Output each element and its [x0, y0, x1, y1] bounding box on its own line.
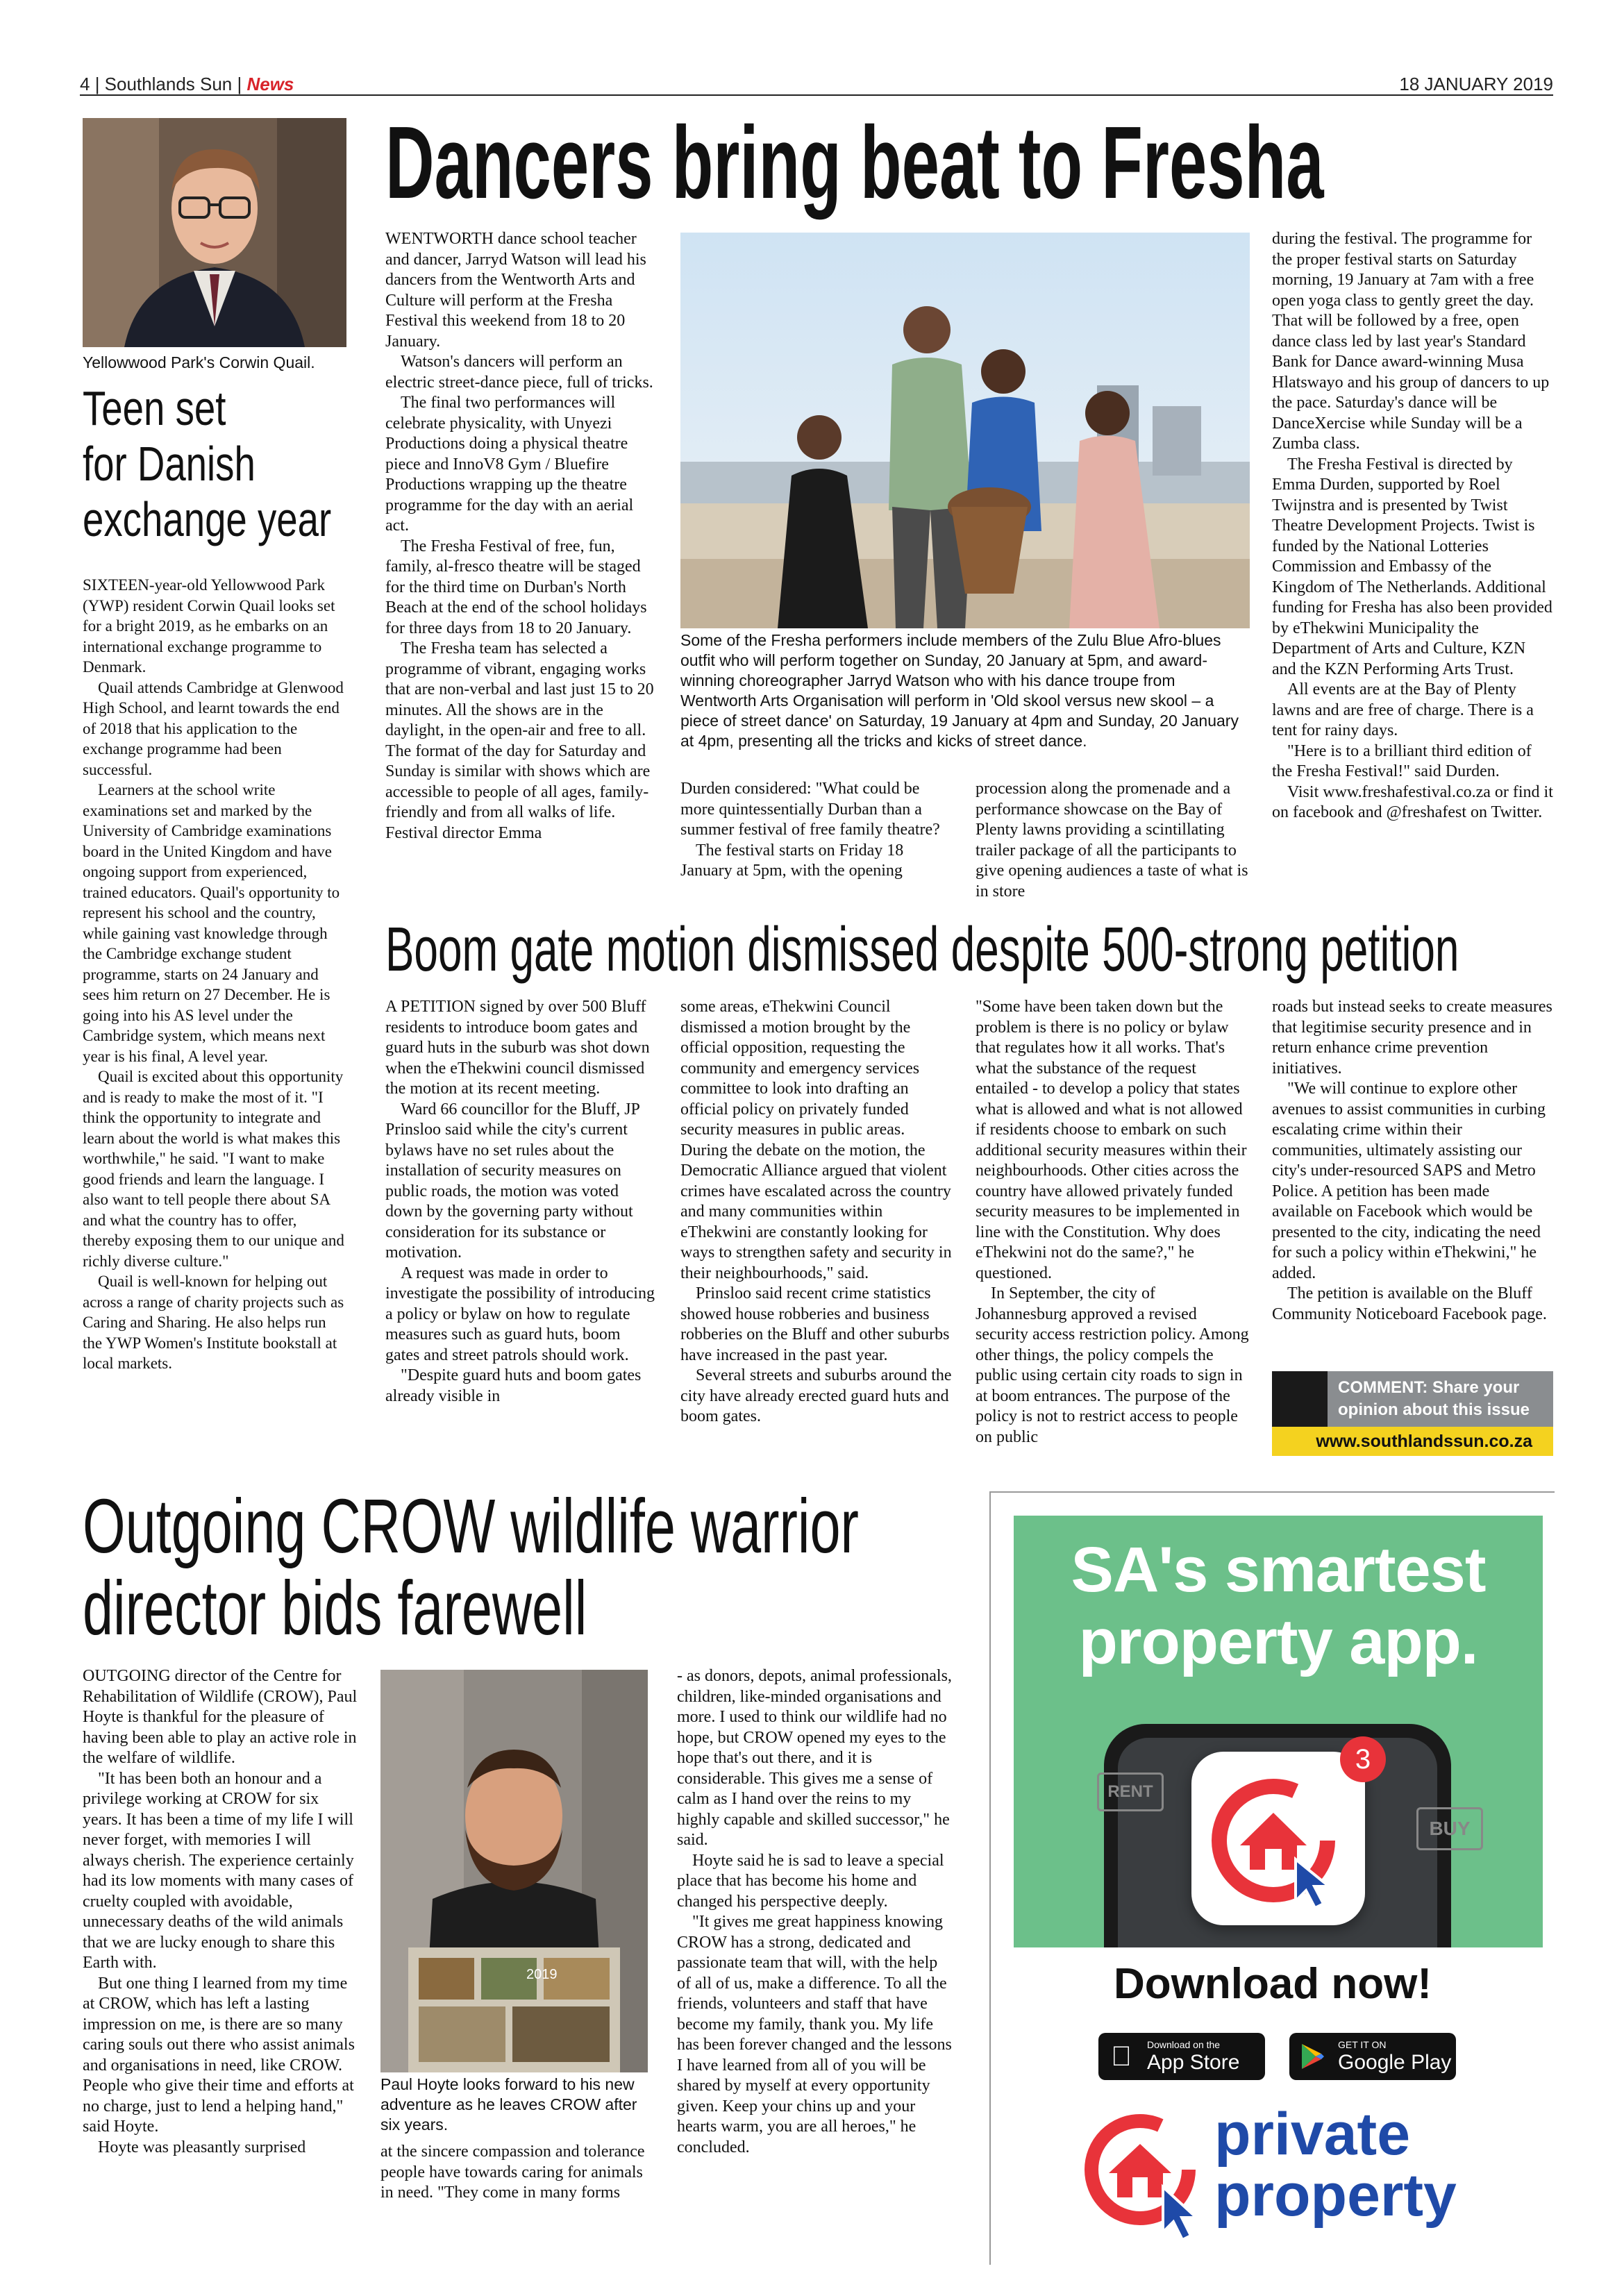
ad-headline-line-2: property app.: [1078, 1607, 1478, 1677]
comment-url[interactable]: www.southlandssun.co.za: [1316, 1432, 1532, 1451]
wordmark-line-2: property: [1214, 2162, 1457, 2229]
app-store-label: App Store: [1147, 2051, 1240, 2074]
boom-col-2: [680, 997, 953, 1469]
teen-headline-line-3: exchange year: [83, 492, 332, 546]
apple-icon: [1111, 2041, 1132, 2072]
wordmark-line-1: private: [1214, 2101, 1411, 2168]
fresha-para: procession along the promenade and a performance showcase on the Bay of Plenty lawns providing a scintillating trailer package of all the participants to give opening audiences a taste of what is in store: [976, 780, 1248, 900]
boom-para: Ward 66 councillor for the Bluff, JP Prinsloo said while the city's current bylaws have no set rules about the installation of security measures on public roads, the motion was voted down by the governing party without consideration for its substance or motivation.: [385, 1100, 640, 1262]
crow-headline-line-2: director bids farewell: [83, 1566, 587, 1651]
teen-headline-line-1: Teen set: [83, 381, 226, 435]
boom-headline: Boom gate motion dismissed despite 500-strong petition: [385, 915, 1459, 984]
teen-para: SIXTEEN-year-old Yellowwood Park (YWP) resident Corwin Quail looks set for a bright 2019, as he embarks on an international exchange programme to Denmark.: [83, 576, 335, 676]
crow-col-2: [380, 2142, 648, 2246]
fresha-para: The festival starts on Friday 18 January at 5pm, with the opening: [680, 841, 904, 880]
paper-name: Southlands Sun: [104, 74, 233, 94]
boom-para: "Despite guard huts and boom gates already visible in: [385, 1366, 642, 1405]
teen-para: Quail attends Cambridge at Glenwood High School, and learnt towards the end of 2018 that his application to the exchange programme had been successful.: [83, 678, 344, 778]
app-store-small: Download on the: [1147, 2039, 1221, 2050]
ad-cta: Download now!: [1113, 1960, 1432, 2008]
notification-badge: 3: [1340, 1736, 1386, 1782]
crow-col-1: [83, 1666, 360, 2256]
crow-para: Hoyte was pleasantly surprised: [98, 2138, 306, 2156]
boom-col-4: [1272, 997, 1553, 1344]
fresha-performers-photo: [680, 233, 1250, 628]
play-icon: [1300, 2043, 1325, 2070]
fresha-col-4: [1272, 229, 1553, 913]
comment-prompt-line-2: opinion about this issue: [1338, 1400, 1530, 1419]
crow-para: "It has been both an honour and a privilege working at CROW for six years. It has been a time of my life I will never forget, with memories I will always cherish. The experience certainly had its low moments with many cases of cruelty coupled with avoidable, unnecessary deaths of the wild animals that we are lucky enough to share this Earth with.: [83, 1769, 354, 1972]
ad-green-panel: [1014, 1516, 1543, 1947]
fresha-para: WENTWORTH dance school teacher and dancer, Jarryd Watson will lead his dancers from the Wentworth Arts and Culture will perform at the Fresha Festival this weekend from 18 to 20 January.: [385, 230, 646, 351]
app-store-button[interactable]: [1098, 2033, 1265, 2080]
boom-para: roads but instead seeks to create measures that legitimise security presence and in return enhance crime prevention initiatives.: [1272, 998, 1552, 1078]
fresha-col-3: [976, 779, 1250, 918]
private-property-logo-icon: [1081, 2104, 1206, 2243]
crow-para: at the sincere compassion and tolerance people have towards caring for animals in need. "They come in many forms: [380, 2143, 645, 2202]
comment-prompt: [1338, 1377, 1530, 1421]
page-number: 4: [80, 74, 90, 94]
fresha-photo-caption: Some of the Fresha performers include members of the Zulu Blue Afro-blues outfit who will perform together on Sunday, 20 January at 5pm, and award-winning choreographer Jarryd Watson who with his dance troupe from Wentworth Arts Organisation will perform in 'Old skool versus new skool – a piece of street dance' on Saturday, 19 January at 4pm and Sunday, 20 January at 4pm, presenting all the tricks and kicks of street dance.: [680, 631, 1239, 750]
fresha-para: during the festival. The programme for the proper festival starts on Saturday morning, 19 January at 7am with a free open yoga class to gently greet the day. That will be followed by a free, open dance class led by last year's Standard Bank for Dance award-winning Musa Hlatswayo and his group of dancers to up the pace. Saturday's dance will be DanceXercise while Sunday will be a Zumba class.: [1272, 230, 1550, 453]
buy-tag: BUY: [1416, 1807, 1483, 1850]
fresha-para: "Here is to a brilliant third edition of the Fresha Festival!" said Durden.: [1272, 741, 1532, 780]
boom-para: "Some have been taken down but the problem is there is no policy or bylaw that regulates how it all works. That's what the substance of the request entailed - to develop a policy that states what is allowed and what is not allowed if residents choose to embark on such additional security measures within their neighbourhoods. Other cities across the country have allowed privately funded security measures to be implemented in line with the Constitution. Why does eThekwini not do the same?," he questioned.: [976, 998, 1247, 1282]
boom-col-1: [385, 997, 658, 1469]
issue-date: 18 JANUARY 2019: [1399, 74, 1553, 94]
boom-para: A PETITION signed by over 500 Bluff residents to introduce boom gates and guard huts in the suburb was shot down when the eThekwini council dismissed the motion at its recent meeting.: [385, 998, 650, 1098]
private-property-wordmark: [1214, 2101, 1457, 2229]
comment-url-bar[interactable]: [1272, 1427, 1553, 1456]
corwin-quail-photo: [83, 118, 346, 347]
performers-illustration: [680, 233, 1250, 628]
app-icon[interactable]: [1191, 1752, 1365, 1925]
private-property-ad[interactable]: [989, 1491, 1555, 2265]
fresha-para: The final two performances will celebrate physicality, with Unyezi Productions doing a physical theatre piece and InnoV8 Gym / Bluefire Productions wrapping up the theatre programme for the day with an aerial act.: [385, 394, 634, 535]
rent-tag: RENT: [1097, 1773, 1164, 1811]
google-play-button[interactable]: [1289, 2033, 1456, 2080]
comment-prompt-line-1: COMMENT: Share your: [1338, 1378, 1520, 1397]
comment-box-dark-block: [1272, 1371, 1328, 1427]
boom-para: some areas, eThekwini Council dismissed a motion brought by the official opposition, requesting the community and emergency services committee to look into drafting an official policy on privately funded security measures in public areas. During the debate on the motion, the Democratic Alliance argued that violent crimes have escalated across the country and many communities within eThekwini are constantly looking for ways to strengthen safety and security in their neighbourhoods," said.: [680, 998, 952, 1282]
ad-headline: [1014, 1534, 1543, 1678]
crow-para: OUTGOING director of the Centre for Rehabilitation of Wildlife (CROW), Paul Hoyte is thankful for the pleasure of having been able to play an active role in the welfare of wildlife.: [83, 1667, 358, 1767]
fresha-headline: Dancers bring beat to Fresha: [385, 106, 1324, 220]
comment-box: [1272, 1371, 1553, 1427]
crow-para: "It gives me great happiness knowing CROW has a strong, dedicated and passionate team that will, with the help of all of us, make a difference. To all the friends, volunteers and staff that have become my family, thank you. My life has been forever changed and the lessons I have learned from all of you will be shared by myself at every opportunity given. Keep your chins up and your hearts warm, you are all heroes," he concluded.: [677, 1913, 952, 2156]
boom-para: In September, the city of Johannesburg approved a revised security access restriction policy. Among other things, the policy compels the public using certain city roads to sign in at boom entrances. The purpose of the policy is not to restrict access to people on public: [976, 1284, 1249, 1446]
boom-para: A request was made in order to investigate the possibility of introducing a policy or bylaw on how to regulate measures such as guard huts, boom gates and street patrols should work.: [385, 1264, 655, 1364]
teen-para: Learners at the school write examinations set and marked by the University of Cambridge examinations board in the United Kingdom and have ongoing support from experienced, trained educators. Quail's opportunity to represent his school and the country, while gaining vast knowledge through the Cambridge exchange student programme, starts on 24 January and sees him return on 27 December. He is going into his AS level under the Cambridge system, which means next year is his final, A level year.: [83, 781, 340, 1065]
boom-para: Prinsloo said recent crime statistics showed house robberies and business robberies on the Bluff and other suburbs have increased in the past year.: [680, 1284, 950, 1364]
hoyte-illustration: [380, 1670, 648, 2072]
page-folio: 4 | Southlands Sun | News: [80, 74, 294, 94]
boom-para: The petition is available on the Bluff Community Noticeboard Facebook page.: [1272, 1284, 1547, 1323]
crow-headline-line-1: Outgoing CROW wildlife warrior: [83, 1484, 859, 1569]
boom-para: Several streets and suburbs around the city have already erected guard huts and boom gates.: [680, 1366, 952, 1425]
fresha-col-2: [680, 779, 953, 918]
teen-headline-line-2: for Danish: [83, 437, 256, 491]
fresha-para: Durden considered: "What could be more quintessentially Durban than a summer festival of free family theatre?: [680, 780, 940, 839]
crow-para: - as donors, depots, animal professionals, children, like-minded organisations and more. I used to think our wildlife had no hope, but CROW opened my eyes to the hope that's out there, and it is considerable. This gives me a sense of calm as I hand over the reins to my highly capable and skilled successor," he said.: [677, 1667, 952, 1849]
teen-para: Quail is well-known for helping out across a range of charity projects such as Caring and Sharing. He also helps run the YWP Women's Institute bookstall at local markets.: [83, 1273, 344, 1372]
teen-story-body: [83, 575, 346, 1470]
header-rule: [80, 94, 1553, 96]
corwin-photo-caption: Yellowwood Park's Corwin Quail.: [83, 353, 315, 371]
teen-para: Quail is excited about this opportunity and is ready to make the most of it. "I think the opportunity to integrate and learn about the world is what makes this worthwhile," he said. "I want to make good friends and learn the language. I also want to tell people there about SA and what the country has to offer, thereby exposing them to our unique and richly diverse culture.": [83, 1068, 344, 1270]
section-name: News: [246, 74, 294, 94]
crow-col-3: [677, 1666, 955, 2256]
boom-para: "We will continue to explore other avenues to assist communities in curbing escalating crime within their communities, ultimately assisting our city's under-resourced SAPS and Metro Police. A petition has been made available on Facebook which would be presented to the city, indicating the need for such a policy within eThekwini," he added.: [1272, 1080, 1546, 1282]
fresha-para: The Fresha team has selected a programme of vibrant, engaging works that are non-verbal and last just 15 to 20 minutes. All the shows are in the daylight, in the open-air and free to all. The format of the day for Saturday and Sunday is similar with shows which are accessible to people of all ages, family-friendly and from all walks of life. Festival director Emma: [385, 639, 654, 842]
google-play-small: GET IT ON: [1338, 2039, 1387, 2050]
collage-year: 2019: [526, 1967, 558, 1982]
portrait-illustration: [83, 118, 346, 347]
crow-para: Hoyte said he is sad to leave a special place that has become his home and changed his perspective deeply.: [677, 1851, 944, 1911]
fresha-para: Watson's dancers will perform an electric street-dance piece, full of tricks.: [385, 353, 653, 392]
boom-col-3: [976, 997, 1250, 1469]
fresha-col-1: [385, 229, 658, 910]
google-play-label: Google Play: [1338, 2051, 1452, 2074]
paul-hoyte-photo: [380, 1670, 648, 2072]
ad-headline-line-1: SA's smartest: [1071, 1534, 1486, 1605]
fresha-para: The Fresha Festival of free, fun, family, al-fresco theatre will be staged for the third time on Durban's North Beach at the end of the school holidays for three days from 18 to 20 January.: [385, 537, 647, 637]
fresha-para: All events are at the Bay of Plenty lawns and are free of charge. There is a tent for rainy days.: [1272, 680, 1534, 739]
hoyte-photo-caption: Paul Hoyte looks forward to his new adventure as he leaves CROW after six years.: [380, 2075, 637, 2134]
house-pin-icon: [1191, 1752, 1365, 1925]
fresha-para: Visit www.freshafestival.co.za or find it on facebook and @freshafest on Twitter.: [1272, 782, 1553, 821]
fresha-para: The Fresha Festival is directed by Emma Durden, supported by Roel Twijnstra and is presented by Twist Theatre Development Projects. Twist is funded by the National Lotteries Commission and Embassy of the Kingdom of The Netherlands. Additional funding for Fresha has also been provided by eThekwini Municipality the Department of Arts and Culture, KZN and the KZN Performing Arts Trust.: [1272, 455, 1552, 678]
crow-para: But one thing I learned from my time at CROW, which has left a lasting impression on me, is there are so many caring souls out there who assist animals and organisations in need, like CROW. People who give their time and efforts at no charge, just to lend a helping hand," said Hoyte.: [83, 1974, 355, 2136]
